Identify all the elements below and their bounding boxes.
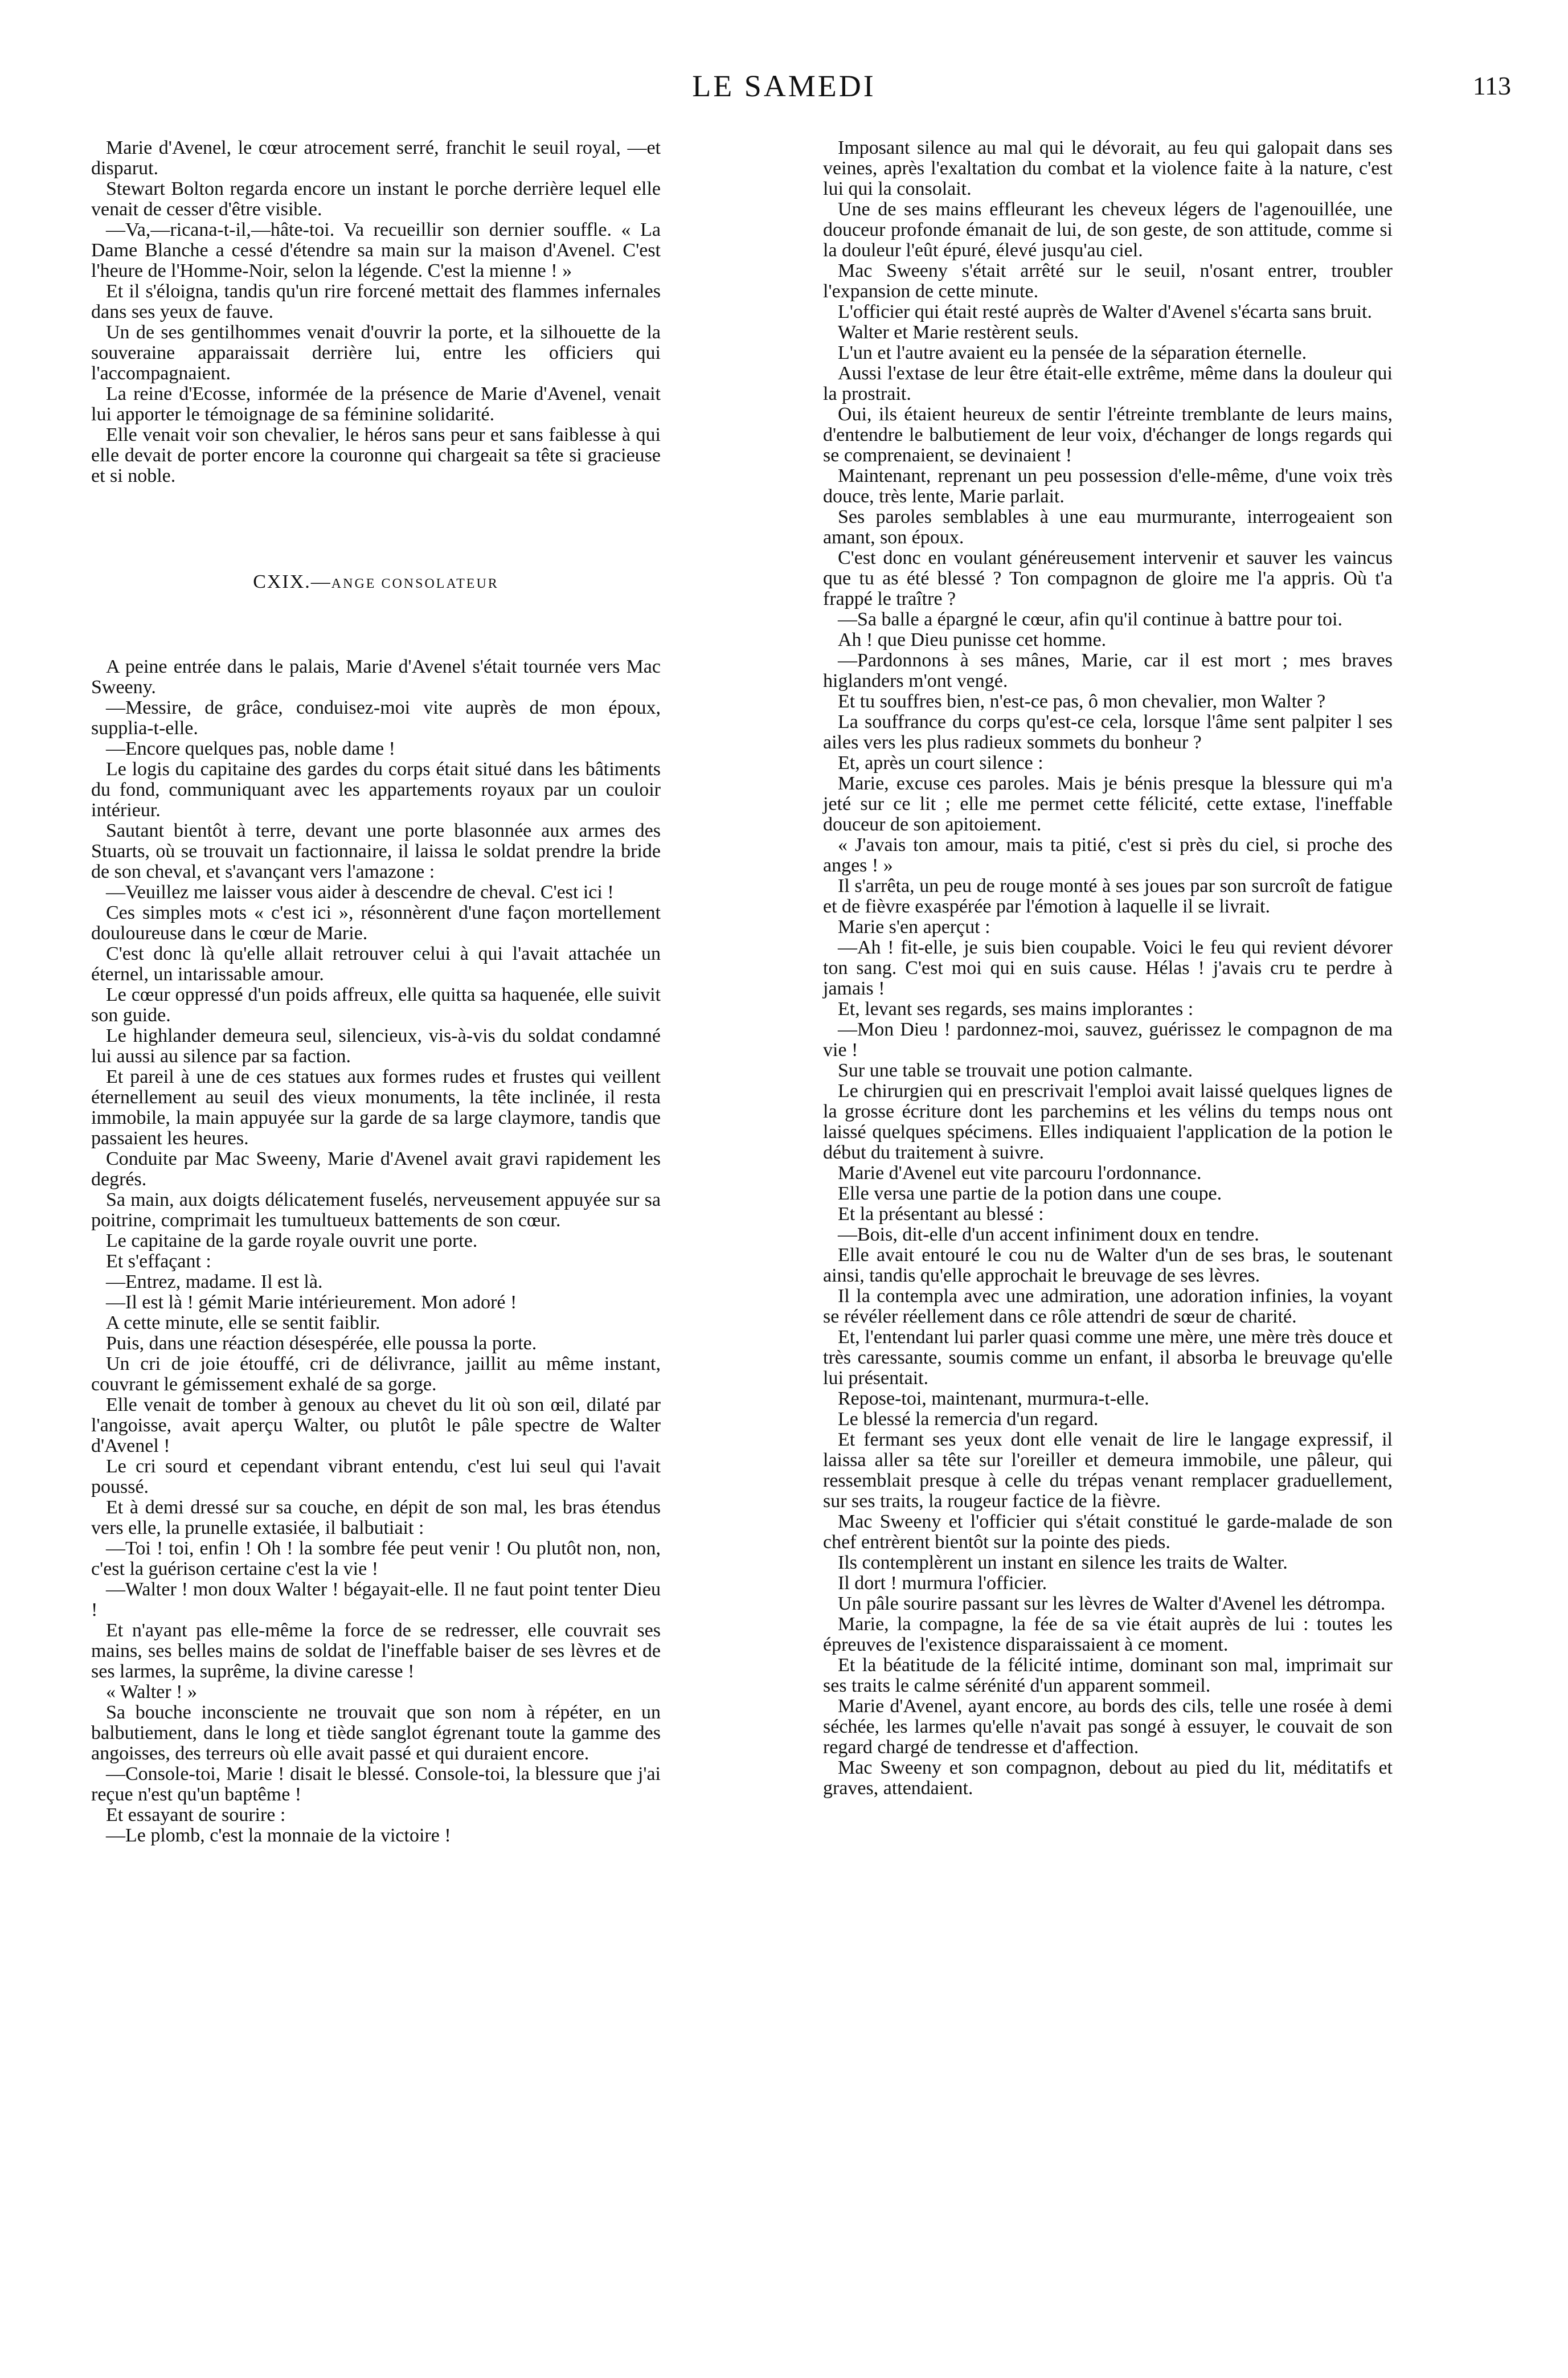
paragraph: Maintenant, reprenant un peu possession d'elle-même, d'une voix très douce, très lente, Marie parlait. — [823, 465, 1393, 507]
paragraph: Elle avait entouré le cou nu de Walter d'un de ses bras, le soutenant ainsi, tandis qu'elle approchait le breuvage de ses lèvres. — [823, 1245, 1393, 1286]
left-column-text-before-heading — [91, 138, 661, 486]
paragraph: Elle venait voir son chevalier, le héros sans peur et sans faiblesse à qui elle devait de porter encore la couronne qui chargeait sa tête si gracieuse et si noble. — [91, 424, 661, 486]
paragraph: Un pâle sourire passant sur les lèvres de Walter d'Avenel les détrompa. — [838, 1593, 1386, 1614]
paragraph: Puis, dans une réaction désespérée, elle poussa la porte. — [106, 1333, 537, 1354]
paragraph: Il dort ! murmura l'officier. — [838, 1573, 1047, 1594]
paragraph: Marie, la compagne, la fée de sa vie était auprès de lui : toutes les épreuves de l'existence disparaissaient à ce moment. — [823, 1614, 1393, 1655]
chapter-title: ANGE CONSOLATEUR — [331, 576, 499, 591]
paragraph: Et tu souffres bien, n'est-ce pas, ô mon chevalier, mon Walter ? — [838, 691, 1326, 712]
paragraph: Un cri de joie étouffé, cri de délivrance, jaillit au même instant, couvrant le gémissement exhalé de sa gorge. — [91, 1353, 661, 1395]
paragraph: Sa main, aux doigts délicatement fuselés, nerveusement appuyée sur sa poitrine, comprimait les tumultueux battements de son cœur. — [91, 1189, 661, 1231]
paragraph: —Encore quelques pas, noble dame ! — [106, 738, 395, 759]
paragraph: —Ah ! fit-elle, je suis bien coupable. Voici le feu qui revient dévorer ton sang. C'est moi qui en suis cause. Hélas ! j'avais cru te perdre à jamais ! — [823, 937, 1393, 999]
paragraph: L'officier qui était resté auprès de Walter d'Avenel s'écarta sans bruit. — [838, 301, 1372, 322]
chapter-number: CXIX.— — [253, 571, 331, 592]
paragraph: —Va,—ricana-t-il,—hâte-toi. Va recueillir son dernier souffle. « La Dame Blanche a cessé d'étendre sa main sur la maison d'Avenel. C'est l'heure de l'Homme-Noir, selon la légende. C'est la mienne ! » — [91, 219, 661, 281]
paragraph: C'est donc en voulant généreusement intervenir et sauver les vaincus que tu as été blessé ? Ton compagnon de gloire me l'a appris. Où t'a frappé le traître ? — [823, 547, 1393, 609]
paragraph: Et il s'éloigna, tandis qu'un rire forcené mettait des flammes infernales dans ses yeux de fauve. — [91, 281, 661, 322]
paragraph: Sa bouche inconsciente ne trouvait que son nom à répéter, en un balbutiement, dans le long et tiède sanglot égrenant toute la gamme des angoisses, des terreurs où elle avait passé et qui duraient encore. — [91, 1702, 661, 1764]
paragraph: —Messire, de grâce, conduisez-moi vite auprès de mon époux, supplia-t-elle. — [91, 697, 661, 739]
left-column — [91, 138, 661, 1846]
left-column-text-after-heading — [91, 657, 661, 1846]
paragraph: Le logis du capitaine des gardes du corps était situé dans les bâtiments du fond, communiquant avec les appartements royaux par un couloir intérieur. — [91, 759, 661, 821]
paragraph: —Sa balle a épargné le cœur, afin qu'il continue à battre pour toi. — [838, 609, 1342, 630]
paragraph: « J'avais ton amour, mais ta pitié, c'est si près du ciel, si proche des anges ! » — [823, 834, 1393, 876]
paragraph: Ah ! que Dieu punisse cet homme. — [838, 629, 1107, 650]
paragraph: Elle versa une partie de la potion dans une coupe. — [838, 1183, 1222, 1204]
paragraph: Et la béatitude de la félicité intime, dominant son mal, imprimait sur ses traits le calme sérénité d'un apparent sommeil. — [823, 1655, 1393, 1696]
paragraph: Mac Sweeny s'était arrêté sur le seuil, n'osant entrer, troubler l'expansion de cette minute. — [823, 260, 1393, 302]
paragraph: Mac Sweeny et son compagnon, debout au pied du lit, méditatifs et graves, attendaient. — [823, 1757, 1393, 1799]
paragraph: La reine d'Ecosse, informée de la présence de Marie d'Avenel, venait lui apporter le témoignage de sa féminine solidarité. — [91, 383, 661, 425]
paragraph: Marie d'Avenel, ayant encore, au bords des cils, telle une rosée à demi séchée, les larmes qu'elle n'avait pas songé à essuyer, le couvait de son regard chargé de tendresse et d'affection. — [823, 1696, 1393, 1758]
paragraph: C'est donc là qu'elle allait retrouver celui à qui l'avait attachée un éternel, un intarissable amour. — [91, 943, 661, 985]
paragraph: Sur une table se trouvait une potion calmante. — [838, 1060, 1193, 1081]
paragraph: —Console-toi, Marie ! disait le blessé. Console-toi, la blessure que j'ai reçue n'est qu'un baptême ! — [91, 1763, 661, 1805]
right-column-text — [823, 138, 1393, 1799]
paragraph: Un de ses gentilhommes venait d'ouvrir la porte, et la silhouette de la souveraine apparaissait derrière lui, entre les officiers qui l'accompagnaient. — [91, 322, 661, 384]
paragraph: Conduite par Mac Sweeny, Marie d'Avenel avait gravi rapidement les degrés. — [91, 1148, 661, 1190]
paragraph: —Le plomb, c'est la monnaie de la victoire ! — [106, 1825, 451, 1846]
paragraph: Et à demi dressé sur sa couche, en dépit de son mal, les bras étendus vers elle, la prunelle extasiée, il balbutiait : — [91, 1497, 661, 1538]
paragraph: Le chirurgien qui en prescrivait l'emploi avait laissé quelques lignes de la grosse écriture dont les parchemins et les vélins du temps nous ont laissé quelques spécimens. Elles indiquaient l'application de la potion le début du traitement à suivre. — [823, 1080, 1393, 1163]
paragraph: Et s'effaçant : — [106, 1251, 211, 1272]
paragraph: Il s'arrêta, un peu de rouge monté à ses joues par son surcroît de fatigue et de fièvre exaspérée par l'émotion à laquelle il se livrait. — [823, 875, 1393, 917]
chapter-heading — [91, 572, 661, 594]
paragraph: Et pareil à une de ces statues aux formes rudes et frustes qui veillent éternellement au seuil des vieux monuments, la tête inclinée, il resta immobile, la main appuyée sur la garde de sa large claymore, tandis que passaient les heures. — [91, 1066, 661, 1149]
paragraph: Et n'ayant pas elle-même la force de se redresser, elle couvrait ses mains, ses belles mains de soldat de l'ineffable baiser de ses lèvres et de ses larmes, la suprême, la divine caresse ! — [91, 1620, 661, 1682]
paragraph: Le cœur oppressé d'un poids affreux, elle quitta sa haquenée, elle suivit son guide. — [91, 984, 661, 1026]
paragraph: Walter et Marie restèrent seuls. — [838, 322, 1079, 343]
paragraph: Le highlander demeura seul, silencieux, vis-à-vis du soldat condamné lui aussi au silence par sa faction. — [91, 1025, 661, 1067]
paragraph: Ces simples mots « c'est ici », résonnèrent d'une façon mortellement douloureuse dans le cœur de Marie. — [91, 902, 661, 944]
paragraph: La souffrance du corps qu'est-ce cela, lorsque l'âme sent palpiter l ses ailes vers les plus radieux sommets du bonheur ? — [823, 711, 1393, 753]
paragraph: L'un et l'autre avaient eu la pensée de la séparation éternelle. — [838, 342, 1307, 363]
paragraph: —Entrez, madame. Il est là. — [106, 1271, 323, 1292]
paragraph: —Walter ! mon doux Walter ! bégayait-elle. Il ne faut point tenter Dieu ! — [91, 1579, 661, 1620]
paragraph: Et, l'entendant lui parler quasi comme une mère, une mère très douce et très caressante, soumis comme un enfant, il absorba le breuvage qu'elle lui présentait. — [823, 1327, 1393, 1389]
paragraph: Sautant bientôt à terre, devant une porte blasonnée aux armes des Stuarts, où se trouvait un factionnaire, il laissa le soldat prendre la bride de son cheval, et s'avançant vers l'amazone : — [91, 820, 661, 882]
paragraph: « Walter ! » — [106, 1681, 197, 1702]
paragraph: Le capitaine de la garde royale ouvrit une porte. — [106, 1230, 478, 1251]
paragraph: —Veuillez me laisser vous aider à descendre de cheval. C'est ici ! — [106, 882, 614, 903]
paragraph: Marie d'Avenel eut vite parcouru l'ordonnance. — [838, 1163, 1202, 1184]
paragraph: Elle venait de tomber à genoux au chevet du lit où son œil, dilaté par l'angoisse, avait aperçu Walter, ou plutôt le pâle spectre de Walter d'Avenel ! — [91, 1394, 661, 1456]
paragraph: Le blessé la remercia d'un regard. — [838, 1409, 1099, 1430]
paragraph: —Pardonnons à ses mânes, Marie, car il est mort ; mes braves higlanders m'ont vengé. — [823, 650, 1393, 691]
page-number: 113 — [1472, 71, 1511, 100]
running-title: LE SAMEDI — [692, 69, 876, 103]
paragraph: Et fermant ses yeux dont elle venait de lire le langage expressif, il laissa aller sa tête sur l'oreiller et demeura immobile, une pâleur, qui ressemblait presque à celle du trépas venant remplacer graduellement, sur ses traits, la rougeur factice de la fièvre. — [823, 1429, 1393, 1512]
paragraph: Et, après un court silence : — [838, 752, 1043, 773]
paragraph: A cette minute, elle se sentit faiblir. — [106, 1312, 380, 1333]
paragraph: —Bois, dit-elle d'un accent infiniment doux en tendre. — [838, 1224, 1259, 1245]
paragraph: Il la contempla avec une admiration, une adoration infinies, la voyant se révéler réellement dans ce rôle attendri de sœur de charité. — [823, 1286, 1393, 1327]
paragraph: Marie, excuse ces paroles. Mais je bénis presque la blessure qui m'a jeté sur ce lit ; elle me permet cette félicité, cette extase, l'ineffable douceur de son apitoiement. — [823, 773, 1393, 835]
page-header — [0, 0, 1568, 108]
paragraph: Une de ses mains effleurant les cheveux légers de l'agenouillée, une douceur profonde émanait de lui, de son geste, de son attitude, comme si la douleur l'eût épuré, élevé jusqu'au ciel. — [823, 199, 1393, 261]
paragraph: Marie s'en aperçut : — [838, 916, 990, 938]
paragraph: Le cri sourd et cependant vibrant entendu, c'est lui seul qui l'avait poussé. — [91, 1456, 661, 1497]
paragraph: Aussi l'extase de leur être était-elle extrême, même dans la douleur qui la prostrait. — [823, 363, 1393, 404]
paragraph: Repose-toi, maintenant, murmura-t-elle. — [838, 1388, 1149, 1409]
paragraph: Et essayant de sourire : — [106, 1804, 286, 1826]
paragraph: Et la présentant au blessé : — [838, 1204, 1044, 1225]
paragraph: Marie d'Avenel, le cœur atrocement serré, franchit le seuil royal, —et disparut. — [91, 137, 661, 179]
paragraph: Imposant silence au mal qui le dévorait, au feu qui galopait dans ses veines, après l'exaltation du combat et la violence faite à la nature, c'est lui qui la consolait. — [823, 137, 1393, 199]
right-column — [823, 138, 1393, 1799]
paragraph: Et, levant ses regards, ses mains implorantes : — [838, 998, 1194, 1020]
paragraph: —Il est là ! gémit Marie intérieurement. Mon adoré ! — [106, 1292, 517, 1313]
paragraph: A peine entrée dans le palais, Marie d'Avenel s'était tournée vers Mac Sweeny. — [91, 656, 661, 698]
paragraph: —Toi ! toi, enfin ! Oh ! la sombre fée peut venir ! Ou plutôt non, non, c'est la guérison certaine c'est la vie ! — [91, 1538, 661, 1579]
paragraph: Oui, ils étaient heureux de sentir l'étreinte tremblante de leurs mains, d'entendre le balbutiement de leur voix, d'échanger de longs regards qui se comprenaient, se devinaient ! — [823, 404, 1393, 466]
paragraph: Ils contemplèrent un instant en silence les traits de Walter. — [838, 1552, 1288, 1573]
paragraph: Ses paroles semblables à une eau murmurante, interrogeaient son amant, son époux. — [823, 506, 1393, 548]
paragraph: Mac Sweeny et l'officier qui s'était constitué le garde-malade de son chef entrèrent bientôt sur la pointe des pieds. — [823, 1511, 1393, 1553]
paragraph: —Mon Dieu ! pardonnez-moi, sauvez, guérissez le compagnon de ma vie ! — [823, 1019, 1393, 1061]
paragraph: Stewart Bolton regarda encore un instant le porche derrière lequel elle venait de cesser d'être visible. — [91, 178, 661, 220]
